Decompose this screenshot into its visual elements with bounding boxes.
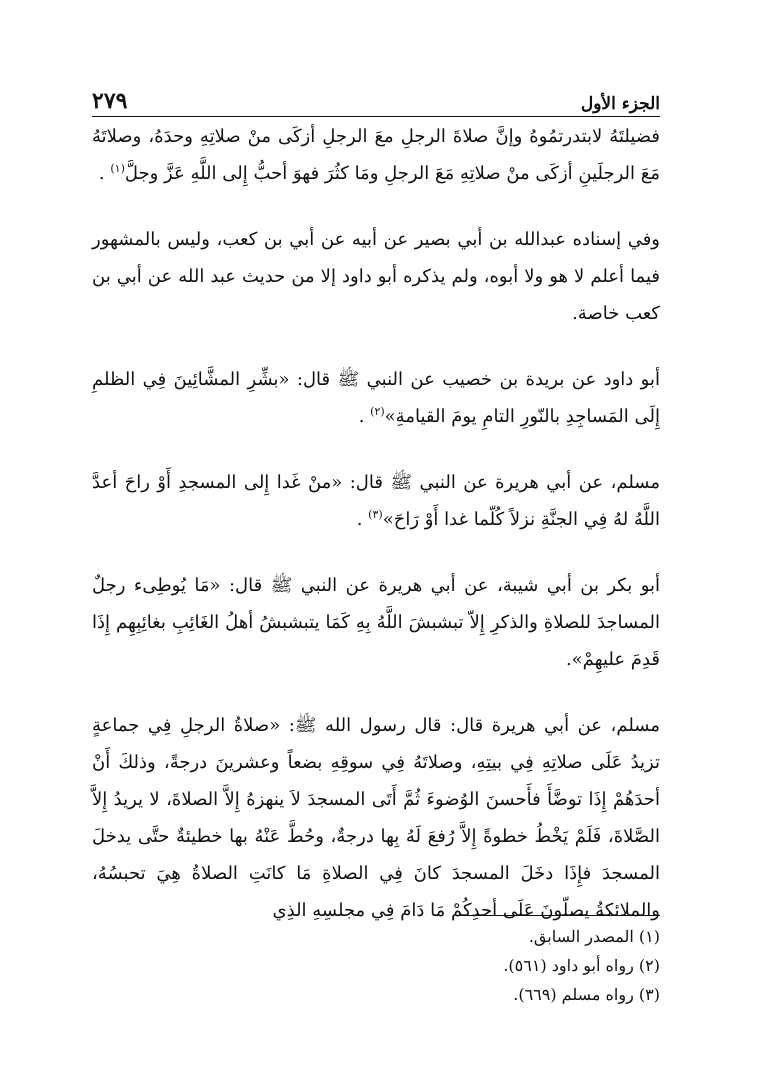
paragraph: فضيلتَهُ لابتدرتمُوهُ وإنَّ صلاةَ الرجلِ معَ الرجلِ أزكَى منْ صلاتِهِ وحدَهُ، وصلاتَهُ مَعَ الرجلَينِ أزكَى منْ صلاتِهِ مَعَ الرجلِ ومَا كثُرَ فهوَ أحبُّ إِلى اللَّهِ عَزَّ وجلَّ$^{(١)}$ .	[92, 126, 660, 184]
footnote-rule	[460, 915, 660, 916]
footnote-ref: (١)	[110, 162, 125, 175]
footnote-ref: (٢)	[370, 405, 385, 418]
footnote: (١) المصدر السابق.	[528, 927, 660, 946]
paragraph: مسلم، عن أبي هريرة عن النبي ﷺ قال: «منْ غَدا إِلى المسجدِ أَوْ راحَ أعدَّ اللَّهُ لهُ فِي الجنَّةِ نزلاً كُلّما غدا أَوْ رَاحَ»$^{(٣)}$ .	[92, 472, 660, 530]
part-title: الجزء الأول	[580, 94, 660, 114]
page-body	[92, 118, 660, 958]
running-header	[92, 80, 660, 114]
header-rule	[92, 116, 660, 117]
footnote: (٢) رواه أبو داود (٥٦١).	[503, 956, 660, 975]
footnote: (٣) رواه مسلم (٦٦٩).	[513, 985, 660, 1004]
page-number: ٢٧٩	[92, 88, 128, 114]
paragraph: وفي إسناده عبدالله بن أبي بصير عن أبيه عن أبي بن كعب، وليس بالمشهور فيما أعلم لا هو ولا أبوه، ولم يذكره أبو داود إلا من حديث عبد الله عن أبي بن كعب خاصة.	[92, 229, 660, 324]
paragraph: أبو داود عن بريدة بن خصيب عن النبي ﷺ قال: «بشِّرِ المشَّائِينَ فِي الظلمِ إِلَى المَساجِدِ بالنّورِ التامِ يومَ القيامةِ»$^{(٢)}$ .	[92, 369, 660, 427]
paragraph: مسلم، عن أبي هريرة قال: قال رسول الله ﷺ: «صلاةُ الرجلِ فِي جماعةٍ تزيدُ عَلَى صلاتِهِ فِي بيتِهِ، وصلاتَهُ فِي سوقِهِ بضعاً وعشرينَ درجةً، وذلكَ أَنْ أحدَهُمْ إِذَا توضَّأَ فأَحسنَ الوُضوءَ ثُمَّ أَتَى المسجدَ لاَ ينهزهُ إِلاَّ الصلاةَ، لا يريدُ إِلاَّ الصَّلاةَ، فَلَمْ يَخْطُ خطوةً إِلاَّ رُفعَ لَهُ بِها درجةٌ، وحُطَّ عَنْهُ بها خطيئةٌ حتَّى يدخلَ المسجدَ فإِذَا دخَلَ المسجدَ كانَ فِي الصلاةِ مَا كانَتِ الصلاةُ هِيَ تحبسُهُ، والملائكةُ يصلّونَ عَلَى أحدِكُمْ مَا دَامَ فِي مجلسِهِ الذِي	[92, 715, 660, 921]
paragraph: أبو بكر بن أبي شيبة، عن أبي هريرة عن النبي ﷺ قال: «مَا يُوطِىء رجلٌ المساجدَ للصلاةِ والذكرِ إِلاّ تبشبشَ اللَّهُ بِهِ كَمَا يتبشبشُ أهلُ الغَائِبِ بغائِبِهِم إِذَا قَدِمَ عليهِمْ».	[92, 575, 660, 670]
footnotes	[92, 922, 660, 1009]
footnote-ref: (٣)	[368, 508, 383, 521]
